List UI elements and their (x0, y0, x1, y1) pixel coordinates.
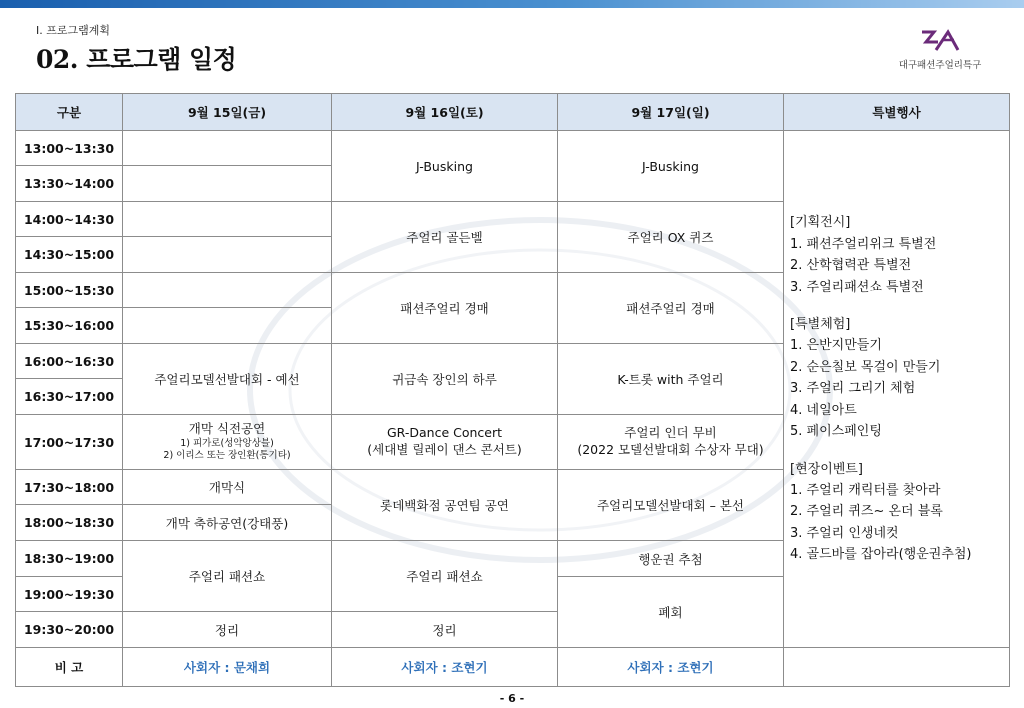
time-slot: 17:30~18:00 (16, 470, 123, 505)
opening-preshow-sub: 2) 이리스 또는 장인환(통기타) (163, 450, 291, 462)
special-item: 1. 패션주얼리위크 특별전 (790, 236, 937, 252)
day1-empty (123, 166, 332, 202)
day2-host: 사회자 : 조현기 (332, 648, 558, 687)
special-group-experience-title: [특별체험] (790, 316, 851, 332)
time-slot: 19:30~20:00 (16, 612, 123, 648)
special-item: 1. 주얼리 캐릭터를 찾아라 (790, 483, 941, 499)
day1-model-prelim: 주얼리모델선발대회 - 예선 (123, 344, 332, 415)
header-special: 특별행사 (784, 94, 1010, 131)
time-slot: 18:30~19:00 (16, 541, 123, 577)
day2-lotte: 롯데백화점 공연팀 공연 (332, 470, 558, 541)
logo (892, 28, 988, 70)
page-title: 02. 프로그램 일정 (36, 45, 237, 74)
remarks-label: 비 고 (16, 648, 123, 687)
day1-fashion-show: 주얼리 패션쇼 (123, 541, 332, 612)
day1-opening-preshow (123, 415, 332, 470)
time-slot: 13:00~13:30 (16, 131, 123, 166)
header-day2: 9월 16일(토) (332, 94, 558, 131)
time-slot: 14:00~14:30 (16, 202, 123, 237)
special-group-exhibition-title: [기획전시] (790, 215, 851, 231)
day1-host: 사회자 : 문채희 (123, 648, 332, 687)
special-item: 2. 산학협력관 특별전 (790, 258, 912, 274)
special-events (784, 131, 1010, 648)
time-slot: 17:00~17:30 (16, 415, 123, 470)
indie-line: (2022 모델선발대회 수상자 무대) (577, 442, 764, 457)
time-slot: 15:30~16:00 (16, 308, 123, 344)
day2-concert (332, 415, 558, 470)
day2-wrap: 정리 (332, 612, 558, 648)
concert-line: GR-Dance Concert (386, 425, 503, 441)
time-slot: 16:00~16:30 (16, 344, 123, 379)
day3-busking: J-Busking (558, 131, 784, 202)
logo-text: 대구패션주얼리특구 (898, 60, 982, 71)
special-item: 2. 주얼리 퀴즈~ 온더 블록 (790, 504, 943, 520)
day1-empty (123, 131, 332, 166)
day1-empty (123, 202, 332, 237)
day2-fashion-show: 주얼리 패션쇼 (332, 541, 558, 612)
indie-line: 주얼리 인더 무비 (624, 425, 717, 441)
time-slot: 15:00~15:30 (16, 273, 123, 308)
special-remarks-empty (784, 648, 1010, 687)
concert-line: (세대별 릴레이 댄스 콘서트) (367, 442, 522, 457)
time-slot: 19:00~19:30 (16, 577, 123, 612)
time-slot: 16:30~17:00 (16, 379, 123, 415)
special-item: 3. 주얼리패션쇼 특별전 (790, 279, 924, 295)
day1-empty (123, 237, 332, 273)
time-slot: 13:30~14:00 (16, 166, 123, 202)
top-accent-bar (0, 0, 1024, 8)
day3-indie-movie (558, 415, 784, 470)
special-item: 4. 골드바를 잡아라(행운권추첨) (790, 547, 972, 563)
special-item: 4. 네일아트 (790, 402, 857, 418)
day1-empty (123, 273, 332, 308)
day3-host: 사회자 : 조현기 (558, 648, 784, 687)
opening-preshow-title: 개막 식전공연 (188, 420, 266, 436)
day3-closing: 폐회 (558, 577, 784, 648)
page-number: - 6 - (499, 692, 525, 705)
day1-wrap: 정리 (123, 612, 332, 648)
day1-opening-perf: 개막 축하공연(강태풍) (123, 505, 332, 541)
special-item: 3. 주얼리 인생네컷 (790, 525, 899, 541)
logo-icon (918, 28, 962, 54)
day2-golden-bell: 주얼리 골든벨 (332, 202, 558, 273)
schedule-table (15, 93, 1010, 687)
day3-ox-quiz: 주얼리 OX 퀴즈 (558, 202, 784, 273)
day3-lottery: 행운권 추첨 (558, 541, 784, 577)
section-label: Ⅰ. 프로그램계획 (36, 24, 110, 37)
day1-opening: 개막식 (123, 470, 332, 505)
day3-trot: K-트롯 with 주얼리 (558, 344, 784, 415)
special-item: 3. 주얼리 그리기 체험 (790, 381, 916, 397)
day2-artisan: 귀금속 장인의 하루 (332, 344, 558, 415)
day3-auction: 패션주얼리 경매 (558, 273, 784, 344)
time-slot: 18:00~18:30 (16, 505, 123, 541)
day2-busking: J-Busking (332, 131, 558, 202)
header-category: 구분 (16, 94, 123, 131)
time-slot: 14:30~15:00 (16, 237, 123, 273)
special-item: 5. 페이스페인팅 (790, 424, 882, 440)
header-day3: 9월 17일(일) (558, 94, 784, 131)
special-group-event-title: [현장이벤트] (790, 461, 863, 477)
opening-preshow-sub: 1) 피가로(성악앙상블) (180, 437, 274, 449)
day3-model-final: 주얼리모델선발대회 – 본선 (558, 470, 784, 541)
special-item: 2. 순은칠보 목걸이 만들기 (790, 359, 941, 375)
special-item: 1. 은반지만들기 (790, 338, 882, 354)
day2-auction: 패션주얼리 경매 (332, 273, 558, 344)
header-day1: 9월 15일(금) (123, 94, 332, 131)
day1-empty (123, 308, 332, 344)
